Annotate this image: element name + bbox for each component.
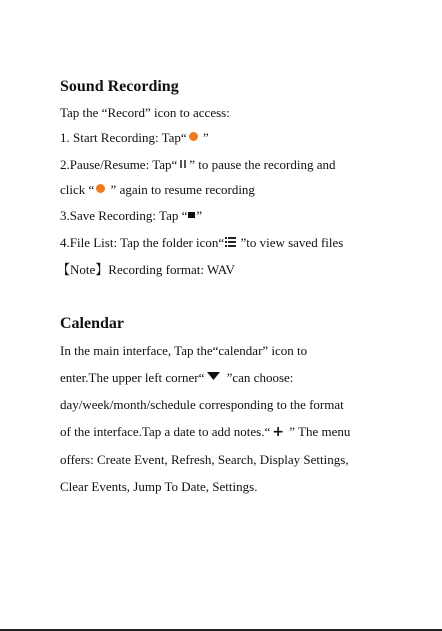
resume-line	[60, 181, 255, 199]
pause-text: 2.Pause/Resume: Tap“	[60, 157, 178, 172]
calendar-line-1: In the main interface, Tap the“calendar” icon to	[60, 343, 308, 358]
list-icon	[225, 237, 236, 247]
calendar-line-2	[60, 369, 293, 387]
pause-icon	[179, 155, 187, 173]
file-text-end: ”to view saved files	[237, 235, 344, 250]
calendar-line-5: offers: Create Event, Refresh, Search, Display Settings,	[60, 452, 349, 467]
file-text: 4.File List: Tap the folder icon“	[60, 235, 225, 250]
calendar-line-6: Clear Events, Jump To Date, Settings.	[60, 479, 258, 494]
calendar-line-2-text: enter.The upper left corner“	[60, 370, 205, 385]
calendar-line-4-text: of the interface.Tap a date to add notes.“	[60, 424, 271, 439]
calendar-line-2-end: ”can choose:	[223, 370, 294, 385]
plus-icon: +	[272, 424, 284, 440]
calendar-heading: Calendar	[60, 315, 124, 332]
stop-square-icon	[188, 212, 195, 218]
format-note: 【Note】Recording format: WAV	[57, 262, 235, 277]
start-recording-line	[60, 129, 209, 147]
calendar-line-3: day/week/month/schedule corresponding to the format	[60, 397, 344, 412]
start-text-end: ”	[199, 130, 209, 145]
save-text-end: ”	[196, 208, 203, 223]
calendar-line-4	[60, 423, 350, 441]
calendar-line-4-end: ” The menu	[285, 424, 351, 439]
start-text: 1. Start Recording: Tap“	[60, 130, 187, 145]
record-icon	[96, 184, 105, 193]
sound-intro: Tap the “Record” icon to access:	[60, 105, 230, 120]
triangle-down-icon	[207, 372, 220, 380]
click-text-end: ” again to resume recording	[107, 182, 255, 197]
pause-resume-line	[60, 155, 335, 174]
record-icon	[189, 132, 198, 141]
file-list-line	[60, 234, 343, 252]
pause-text-end: ” to pause the recording and	[189, 157, 336, 172]
click-text: click “	[60, 182, 95, 197]
save-recording-line	[60, 207, 202, 225]
sound-recording-heading: Sound Recording	[60, 78, 179, 95]
save-text: 3.Save Recording: Tap “	[60, 208, 188, 223]
